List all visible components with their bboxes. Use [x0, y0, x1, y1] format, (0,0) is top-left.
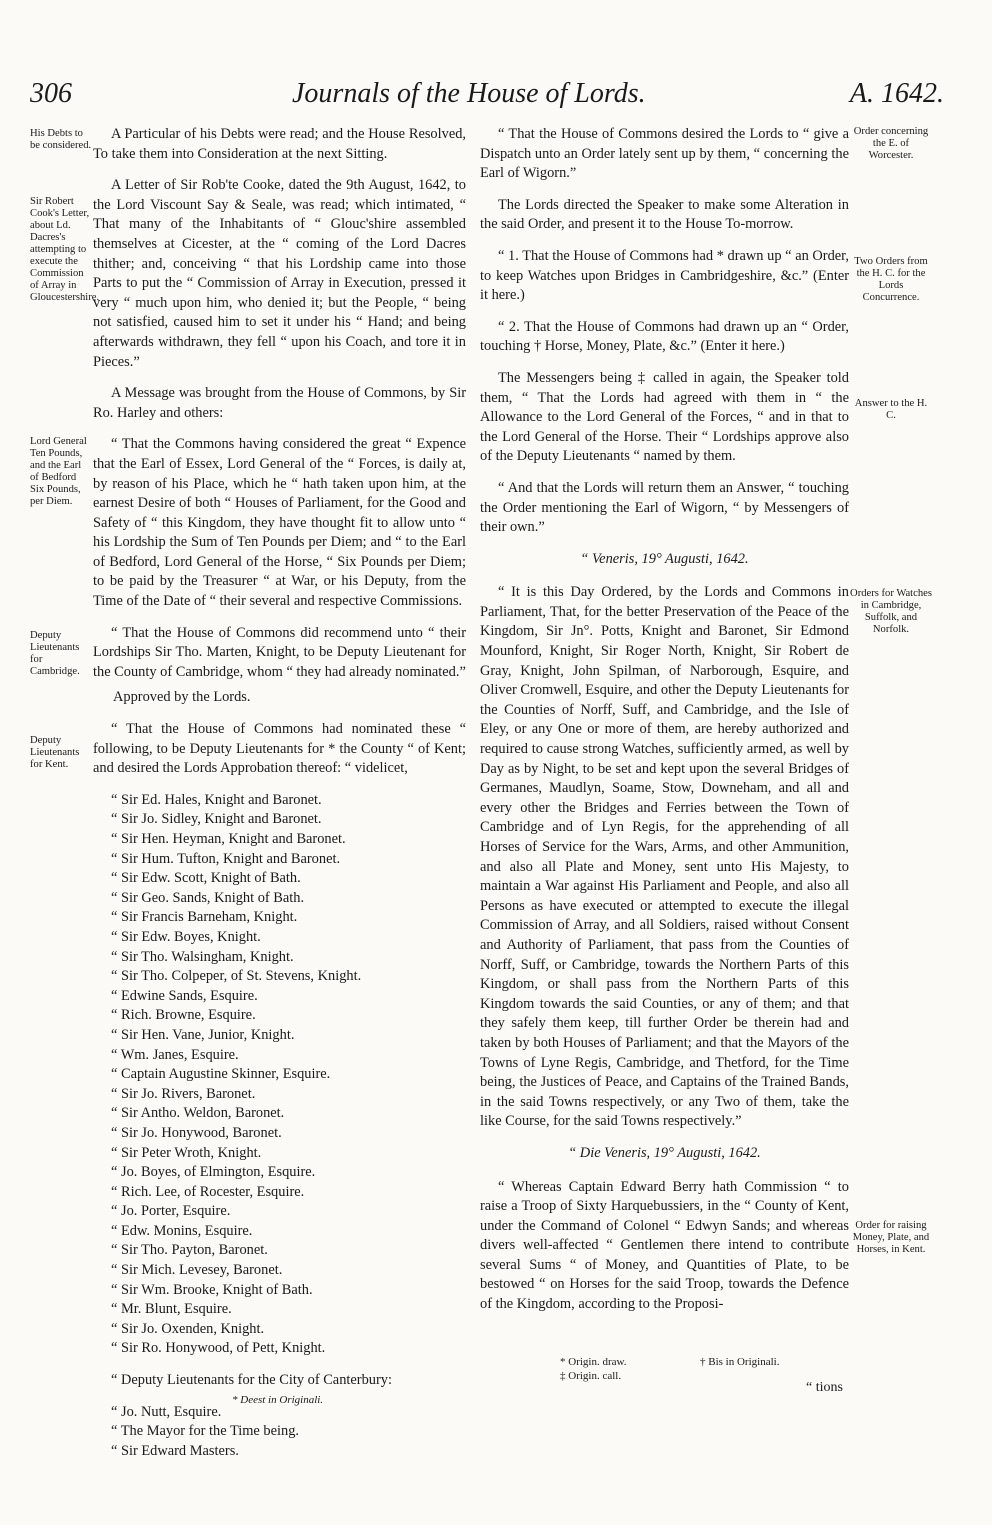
paragraph-berry-commission: “ Whereas Captain Edward Berry hath Commission “ to raise a Troop of Sixty Harquebussiers, in the “ County of Kent, under the Command of Colonel “ Edwyn Sands; and whereas divers well-affected “ Gentlemen there intend to contribute several Sums “ of Money, and Quantities of Plate, to be bestowed “ on Horses for the said Troop, towards the Defence of the Kingdom, according to the Proposi- [480, 1178, 849, 1313]
list-item: “ Rich. Browne, Esquire. [111, 1007, 256, 1024]
paragraph-cooke-letter: A Letter of Sir Rob'te Cooke, dated the 9th August, 1642, to the Lord Viscount Say & Seale, was read; which intimated, “ That many of the Inhabitants of “ Glouc'shire assembled themselves at Cicester, at the “ coming of the Lord Dacres thither; and, conceiving “ that his Lordship came into those Parts to put the “ Commission of Array in Execution, pressed it very “ much upon him, who denied it; but the People, “ being not satisfied, caused him to set it under his “ Hand; and being afterwards withdrawn, they fell “ upon his Coach, and tore it in Pieces.” [93, 177, 466, 370]
margin-note-general: Lord General Ten Pounds, and the Earl of Bedford Six Pounds, per Diem. [30, 436, 87, 507]
list-item: “ Sir Geo. Sands, Knight of Bath. [111, 889, 305, 906]
list-item: “ Mr. Blunt, Esquire. [111, 1301, 232, 1318]
list-item: “ The Mayor for the Time being. [111, 1423, 299, 1440]
left-column [93, 125, 466, 1469]
kent-deputies-list [93, 791, 466, 1359]
paragraph-lord-general: “ That the Commons having considered the great “ Expence that the Earl of Essex, Lord General of the “ Forces, is daily at, by reason of his Place, which he “ hath taken upon him, at the earnest Desire of both “ Houses of Parliament, for the Good and Safety of “ this Kingdom, they have thought fit to allow unto “ his Lordship the Sum of Ten Pounds per Diem; and “ to the Earl of Bedford, Lord General of the Horse, “ Six Pounds per Diem; to be paid by the Treasurer “ at War, or his Deputy, from the Time of the Date of “ their several and respective Commissions. [93, 436, 466, 610]
paragraph-order-one: “ 1. That the House of Commons had * drawn up “ an Order, to keep Watches upon Bridges in Cambridgeshire, &c.” (Enter it here.) [480, 247, 849, 304]
list-item: “ Edw. Monins, Esquire. [111, 1222, 253, 1239]
paragraph-answer: “ And that the Lords will return them an Answer, “ touching the Order mentioning the Earl of Wigorn, “ by Messengers of their own.” [480, 479, 849, 536]
margin-note-kent: Deputy Lieutenants for Kent. [30, 735, 80, 770]
footnote: * Origin. draw. [560, 1356, 627, 1368]
paragraph-speaker-alteration: The Lords directed the Speaker to make some Alteration in the said Order, and present it to the House To-morrow. [480, 196, 849, 233]
footnote: † Bis in Originali. [700, 1356, 780, 1368]
margin-note-watches: Orders for Watches in Cambridge, Suffolk, and Norfolk. [850, 588, 932, 635]
right-column [480, 125, 849, 1327]
paragraph-message: A Message was brought from the House of Commons, by Sir Ro. Harley and others: [93, 385, 466, 421]
list-item: “ Sir Hen. Heyman, Knight and Baronet. [111, 831, 346, 847]
list-item: “ Edwine Sands, Esquire. [111, 987, 258, 1004]
paragraph-messengers: The Messengers being ‡ called in again, the Speaker told them, “ That the Lords had agreed with them in “ the Allowance to the Lord General of the Forces, “ and in that to the Lord General of the Horse. Their “ Lordships approve also of the Deputy Lieutenants “ named by them. [480, 369, 849, 465]
list-item: “ Sir Edw. Scott, Knight of Bath. [111, 870, 301, 887]
date-heading: “ Veneris, 19° Augusti, 1642. [580, 550, 749, 567]
list-item: “ Sir Peter Wroth, Knight. [111, 1144, 262, 1161]
margin-note-cambridge: Deputy Lieutenants for Cambridge. [30, 630, 80, 677]
footnote: ‡ Origin. call. [560, 1370, 622, 1382]
list-item: “ Wm. Janes, Esquire. [111, 1046, 239, 1063]
paragraph-debts: A Particular of his Debts were read; and the House Resolved, To take them into Consideration at the next Sitting. [93, 126, 466, 162]
list-item: “ Captain Augustine Skinner, Esquire. [111, 1066, 331, 1083]
running-title: Journals of the House of Lords. [292, 78, 646, 109]
page-header [30, 78, 944, 118]
page-number: 306 [30, 78, 72, 109]
list-item: “ Sir Edw. Boyes, Knight. [111, 928, 261, 945]
list-item: “ Sir Wm. Brooke, Knight of Bath. [111, 1281, 313, 1298]
list-item: “ Jo. Porter, Esquire. [111, 1203, 231, 1220]
list-item: “ Sir Hum. Tufton, Knight and Baronet. [111, 850, 341, 867]
list-item: “ Sir Tho. Walsingham, Knight. [111, 948, 294, 965]
list-item: “ Sir Jo. Rivers, Baronet. [111, 1085, 256, 1102]
list-item: “ Sir Tho. Payton, Baronet. [111, 1242, 268, 1259]
list-item: “ Sir Tho. Colpeper, of St. Stevens, Knight. [111, 968, 362, 985]
canterbury-deputies-list [93, 1403, 466, 1462]
list-item: “ Rich. Lee, of Rocester, Esquire. [111, 1183, 305, 1200]
footnote-deest: * Deest in Originali. [232, 1394, 324, 1406]
paragraph-wigorn-order: “ That the House of Commons desired the Lords to “ give a Dispatch unto an Order lately sent up by them, “ concerning the Earl of Wigorn.” [480, 126, 849, 182]
list-item: “ Jo. Nutt, Esquire. [111, 1403, 222, 1420]
list-item: “ Sir Francis Barneham, Knight. [111, 909, 298, 926]
list-item: “ Sir Mich. Levesey, Baronet. [111, 1262, 283, 1279]
margin-note-cooke: Sir Robert Cook's Letter, about Ld. Dacres's attempting to execute the Commission of Array in Gloucestershire. [30, 196, 100, 303]
list-item: “ Sir Ed. Hales, Knight and Baronet. [111, 791, 322, 808]
list-item: “ Sir Jo. Honywood, Baronet. [111, 1124, 282, 1141]
paragraph-canterbury: “ Deputy Lieutenants for the City of Canterbury: [111, 1372, 392, 1389]
paragraph-kent-deputies: “ That the House of Commons had nominated these “ following, to be Deputy Lieutenants for * the County “ of Kent; and desired the Lords Approbation thereof: “ videlicet, [93, 721, 466, 777]
margin-note-two-orders: Two Orders from the H. C. for the Lords Concurrence. [854, 256, 928, 303]
list-item: “ Sir Jo. Oxenden, Knight. [111, 1320, 265, 1337]
running-year: A. 1642. [849, 78, 944, 109]
margin-note-worcester: Order concerning the E. of Worcester. [853, 126, 929, 161]
paragraph-cambridge-deputy: “ That the House of Commons did recommend unto “ their Lordships Sir Tho. Marten, Knight, to be Deputy Lieutenant for the County of Cambridge, whom “ they had already nominated.” [93, 624, 466, 680]
catchword: “ tions [806, 1380, 843, 1395]
list-item: “ Sir Jo. Sidley, Knight and Baronet. [111, 811, 322, 828]
list-item: “ Sir Ro. Honywood, of Pett, Knight. [111, 1340, 326, 1357]
list-item: “ Sir Edward Masters. [111, 1442, 239, 1459]
margin-note-raising: Order for raising Money, Plate, and Horses, in Kent. [852, 1220, 930, 1255]
list-item: “ Sir Hen. Vane, Junior, Knight. [111, 1026, 295, 1043]
paragraph-watches-order: “ It is this Day Ordered, by the Lords and Commons in Parliament, That, for the better Preservation of the Peace of the Kingdom, Sir Jn°. Potts, Knight and Baronet, Sir Edmond Mounford, Knight, Sir Roger North, Knight, Sir Robert de Gray, Knight, John Spilman, of Narborough, Esquire, and Oliver Cromwell, Esquire, and other the Deputy Lieutenants for the Counties of Norff, Suff, and Cambridge, and the Isle of Eley, or any One or more of them, are hereby authorized and required to cause strong Watches, sufficiently armed, as well by Day as by Night, to be set and kept upon the several Bridges of Germanes, Maudlyn, Soame, Stow, Downeham, and all and every other the Bridges and Ferries between the Town of Cambridge and of Lyn Regis, for the apprehending of all Horses of Service for the Wars, Arms, and other Ammunition, and also all Plate and Money, sent unto His Majesty, to maintain a War against His Parliament and People, and also all Persons as have executed or attempted to execute the illegal Commission of Array, and all Soldiers, raised without Consent and Authority of Parliament, that pass from the Counties of Norff, Suff, or Cambridge, towards the Northern Parts of this Kingdom, or shall pass from the Northern Parts of this Kingdom towards the said Counties, or any of them; and that they safely them keep, till further Order be therein had and taken by both Houses of Parliament; and that the Mayors of the Towns of Lyne Regis, Cambridge, and Thetford, for the Time being, the Justices of Peace, and Captains of the Trained Bands, in the said Towns respectively, or any Two of them, take the like Course, for the said Towns respectively.” [480, 584, 849, 1130]
margin-note-debts: His Debts to be considered. [30, 128, 92, 151]
approved-note: Approved by the Lords. [113, 689, 251, 706]
margin-note-answer: Answer to the H. C. [854, 398, 928, 421]
date-heading: “ Die Veneris, 19° Augusti, 1642. [568, 1144, 761, 1161]
paragraph-order-two: “ 2. That the House of Commons had drawn up an “ Order, touching † Horse, Money, Plate, &c.” (Enter it here.) [480, 318, 849, 355]
list-item: “ Jo. Boyes, of Elmington, Esquire. [111, 1164, 316, 1181]
list-item: “ Sir Antho. Weldon, Baronet. [111, 1105, 285, 1122]
